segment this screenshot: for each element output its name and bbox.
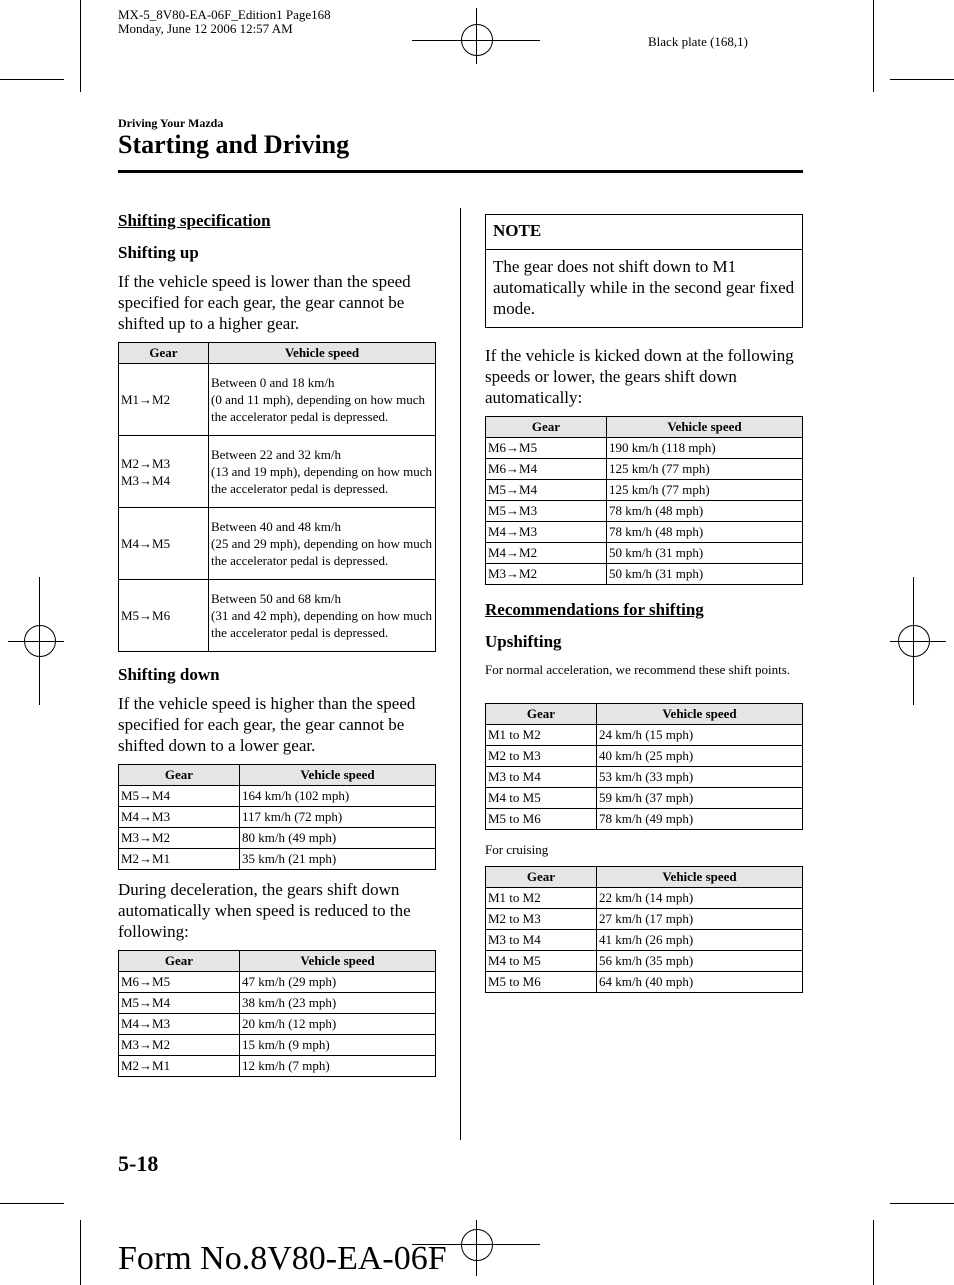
gear-cell: M5→M3: [486, 501, 607, 522]
shifting-up-table: [118, 342, 436, 652]
note-title: NOTE: [486, 215, 802, 250]
crop-mark: [80, 0, 81, 92]
table-row: [119, 993, 436, 1014]
speed-cell: 50 km/h (31 mph): [607, 564, 803, 585]
gear-cell: M2 to M3: [486, 909, 597, 930]
gear-cell: M3 to M4: [486, 767, 597, 788]
speed-cell: 78 km/h (49 mph): [597, 809, 803, 830]
crop-mark: [890, 1203, 954, 1204]
speed-cell: 27 km/h (17 mph): [597, 909, 803, 930]
table-row: [486, 501, 803, 522]
table-row: [119, 580, 436, 652]
plate-label: Black plate (168,1): [648, 34, 748, 49]
registration-line: [476, 8, 477, 64]
column-header: Gear: [486, 867, 597, 888]
shifting-spec-heading: Shifting specification: [118, 211, 271, 230]
speed-cell: 22 km/h (14 mph): [597, 888, 803, 909]
cruising-text: For cruising: [485, 842, 549, 857]
shifting-up-subheading: Shifting up: [118, 243, 199, 262]
table-row: [486, 767, 803, 788]
table-row: [486, 480, 803, 501]
speed-cell: 24 km/h (15 mph): [597, 725, 803, 746]
speed-cell: 12 km/h (7 mph): [240, 1056, 436, 1077]
gear-cell: M1 to M2: [486, 888, 597, 909]
speed-cell: 64 km/h (40 mph): [597, 972, 803, 993]
speed-cell: 40 km/h (25 mph): [597, 746, 803, 767]
speed-cell: 53 km/h (33 mph): [597, 767, 803, 788]
registration-line: [412, 40, 540, 41]
column-header: Gear: [119, 343, 209, 364]
table-row: [486, 543, 803, 564]
gear-cell: M6→M5: [486, 438, 607, 459]
print-date-line: Monday, June 12 2006 12:57 AM: [118, 21, 293, 36]
gear-cell: M4 to M5: [486, 788, 597, 809]
speed-cell: 38 km/h (23 mph): [240, 993, 436, 1014]
note-text: The gear does not shift down to M1 automatically while in the second gear fixed mode.: [493, 257, 795, 318]
speed-cell: 41 km/h (26 mph): [597, 930, 803, 951]
column-header: Vehicle speed: [597, 867, 803, 888]
gear-cell: M4→M2: [486, 543, 607, 564]
crop-mark: [80, 1220, 81, 1285]
page-number: 5-18: [118, 1151, 159, 1176]
table-row: [486, 888, 803, 909]
note-box: [485, 214, 803, 328]
speed-cell: 117 km/h (72 mph): [240, 807, 436, 828]
column-header: Vehicle speed: [209, 343, 436, 364]
column-header: Gear: [486, 417, 607, 438]
gear-cell: M2→M1: [119, 849, 240, 870]
speed-cell: 35 km/h (21 mph): [240, 849, 436, 870]
table-row: [486, 438, 803, 459]
shifting-up-text: If the vehicle speed is lower than the speed specified for each gear, the gear cannot be shifted up to a higher gear.: [118, 272, 411, 333]
column-header: Vehicle speed: [240, 951, 436, 972]
speed-cell: 125 km/h (77 mph): [607, 480, 803, 501]
table-row: [119, 436, 436, 508]
registration-line: [476, 1220, 477, 1276]
registration-line: [890, 641, 946, 642]
registration-circle: [461, 1229, 493, 1261]
speed-cell: 164 km/h (102 mph): [240, 786, 436, 807]
speed-cell: 59 km/h (37 mph): [597, 788, 803, 809]
print-file-line: MX-5_8V80-EA-06F_Edition1 Page168: [118, 7, 331, 22]
table-row: [486, 951, 803, 972]
table-row: [119, 1035, 436, 1056]
cruising-table: [485, 866, 803, 993]
speed-cell: 56 km/h (35 mph): [597, 951, 803, 972]
speed-cell: Between 22 and 32 km/h (13 and 19 mph), depending on how much the accelerator pedal is depressed.: [209, 436, 436, 508]
table-row: [486, 809, 803, 830]
table-row: [486, 746, 803, 767]
speed-cell: 20 km/h (12 mph): [240, 1014, 436, 1035]
table-row: [486, 909, 803, 930]
speed-cell: 78 km/h (48 mph): [607, 522, 803, 543]
shifting-down-table: [118, 764, 436, 870]
gear-cell: M6→M4: [486, 459, 607, 480]
form-number: Form No.8V80-EA-06F: [118, 1240, 447, 1277]
speed-cell: 80 km/h (49 mph): [240, 828, 436, 849]
registration-line: [8, 641, 64, 642]
column-header: Vehicle speed: [240, 765, 436, 786]
gear-cell: M1 to M2: [486, 725, 597, 746]
gear-cell: M2→M3 M3→M4: [119, 436, 209, 508]
gear-cell: M5→M4: [119, 786, 240, 807]
table-row: [486, 725, 803, 746]
gear-cell: M3→M2: [119, 828, 240, 849]
page-title: Starting and Driving: [118, 130, 350, 159]
table-row: [119, 364, 436, 436]
table-row: [119, 786, 436, 807]
table-row: [119, 807, 436, 828]
column-divider: [460, 208, 461, 1140]
recommendations-heading: Recommendations for shifting: [485, 600, 704, 619]
gear-cell: M5→M6: [119, 580, 209, 652]
table-row: [486, 564, 803, 585]
deceleration-table: [118, 950, 436, 1077]
table-row: [119, 972, 436, 993]
crop-mark: [890, 79, 954, 80]
table-row: [119, 508, 436, 580]
column-header: Gear: [119, 951, 240, 972]
table-row: [119, 1014, 436, 1035]
gear-cell: M5 to M6: [486, 972, 597, 993]
table-row: [486, 788, 803, 809]
gear-cell: M4→M3: [486, 522, 607, 543]
crop-mark: [0, 79, 64, 80]
gear-cell: M5→M4: [486, 480, 607, 501]
kickdown-text: If the vehicle is kicked down at the following speeds or lower, the gears shift down automatically:: [485, 346, 794, 407]
speed-cell: Between 40 and 48 km/h (25 and 29 mph), depending on how much the accelerator pedal is depressed.: [209, 508, 436, 580]
gear-cell: M3→M2: [486, 564, 607, 585]
gear-cell: M3 to M4: [486, 930, 597, 951]
upshifting-text: For normal acceleration, we recommend these shift points.: [485, 662, 791, 677]
speed-cell: 15 km/h (9 mph): [240, 1035, 436, 1056]
table-row: [119, 1056, 436, 1077]
table-row: [119, 828, 436, 849]
speed-cell: 50 km/h (31 mph): [607, 543, 803, 564]
gear-cell: M5 to M6: [486, 809, 597, 830]
table-row: [486, 930, 803, 951]
gear-cell: M5→M4: [119, 993, 240, 1014]
gear-cell: M2 to M3: [486, 746, 597, 767]
gear-cell: M4→M5: [119, 508, 209, 580]
crop-mark: [873, 0, 874, 92]
table-row: [486, 459, 803, 480]
table-row: [486, 972, 803, 993]
gear-cell: M4→M3: [119, 1014, 240, 1035]
upshifting-subheading: Upshifting: [485, 632, 562, 651]
crop-mark: [873, 1220, 874, 1285]
column-header: Vehicle speed: [607, 417, 803, 438]
speed-cell: Between 0 and 18 km/h (0 and 11 mph), depending on how much the accelerator pedal is depressed.: [209, 364, 436, 436]
crop-mark: [0, 1203, 64, 1204]
kickdown-table: [485, 416, 803, 585]
table-row: [486, 522, 803, 543]
column-header: Gear: [119, 765, 240, 786]
shifting-down-subheading: Shifting down: [118, 665, 220, 684]
speed-cell: 190 km/h (118 mph): [607, 438, 803, 459]
speed-cell: 47 km/h (29 mph): [240, 972, 436, 993]
deceleration-text: During deceleration, the gears shift down automatically when speed is reduced to the following:: [118, 880, 411, 941]
speed-cell: 78 km/h (48 mph): [607, 501, 803, 522]
gear-cell: M2→M1: [119, 1056, 240, 1077]
gear-cell: M4→M3: [119, 807, 240, 828]
speed-cell: 125 km/h (77 mph): [607, 459, 803, 480]
table-row: [119, 849, 436, 870]
gear-cell: M4 to M5: [486, 951, 597, 972]
column-header: Vehicle speed: [597, 704, 803, 725]
shifting-down-text: If the vehicle speed is higher than the speed specified for each gear, the gear cannot be shifted down to a lower gear.: [118, 694, 416, 755]
column-header: Gear: [486, 704, 597, 725]
gear-cell: M1→M2: [119, 364, 209, 436]
gear-cell: M3→M2: [119, 1035, 240, 1056]
gear-cell: M6→M5: [119, 972, 240, 993]
title-rule: [118, 170, 803, 173]
section-label: Driving Your Mazda: [118, 116, 224, 130]
speed-cell: Between 50 and 68 km/h (31 and 42 mph), depending on how much the accelerator pedal is depressed.: [209, 580, 436, 652]
upshifting-table: [485, 703, 803, 830]
